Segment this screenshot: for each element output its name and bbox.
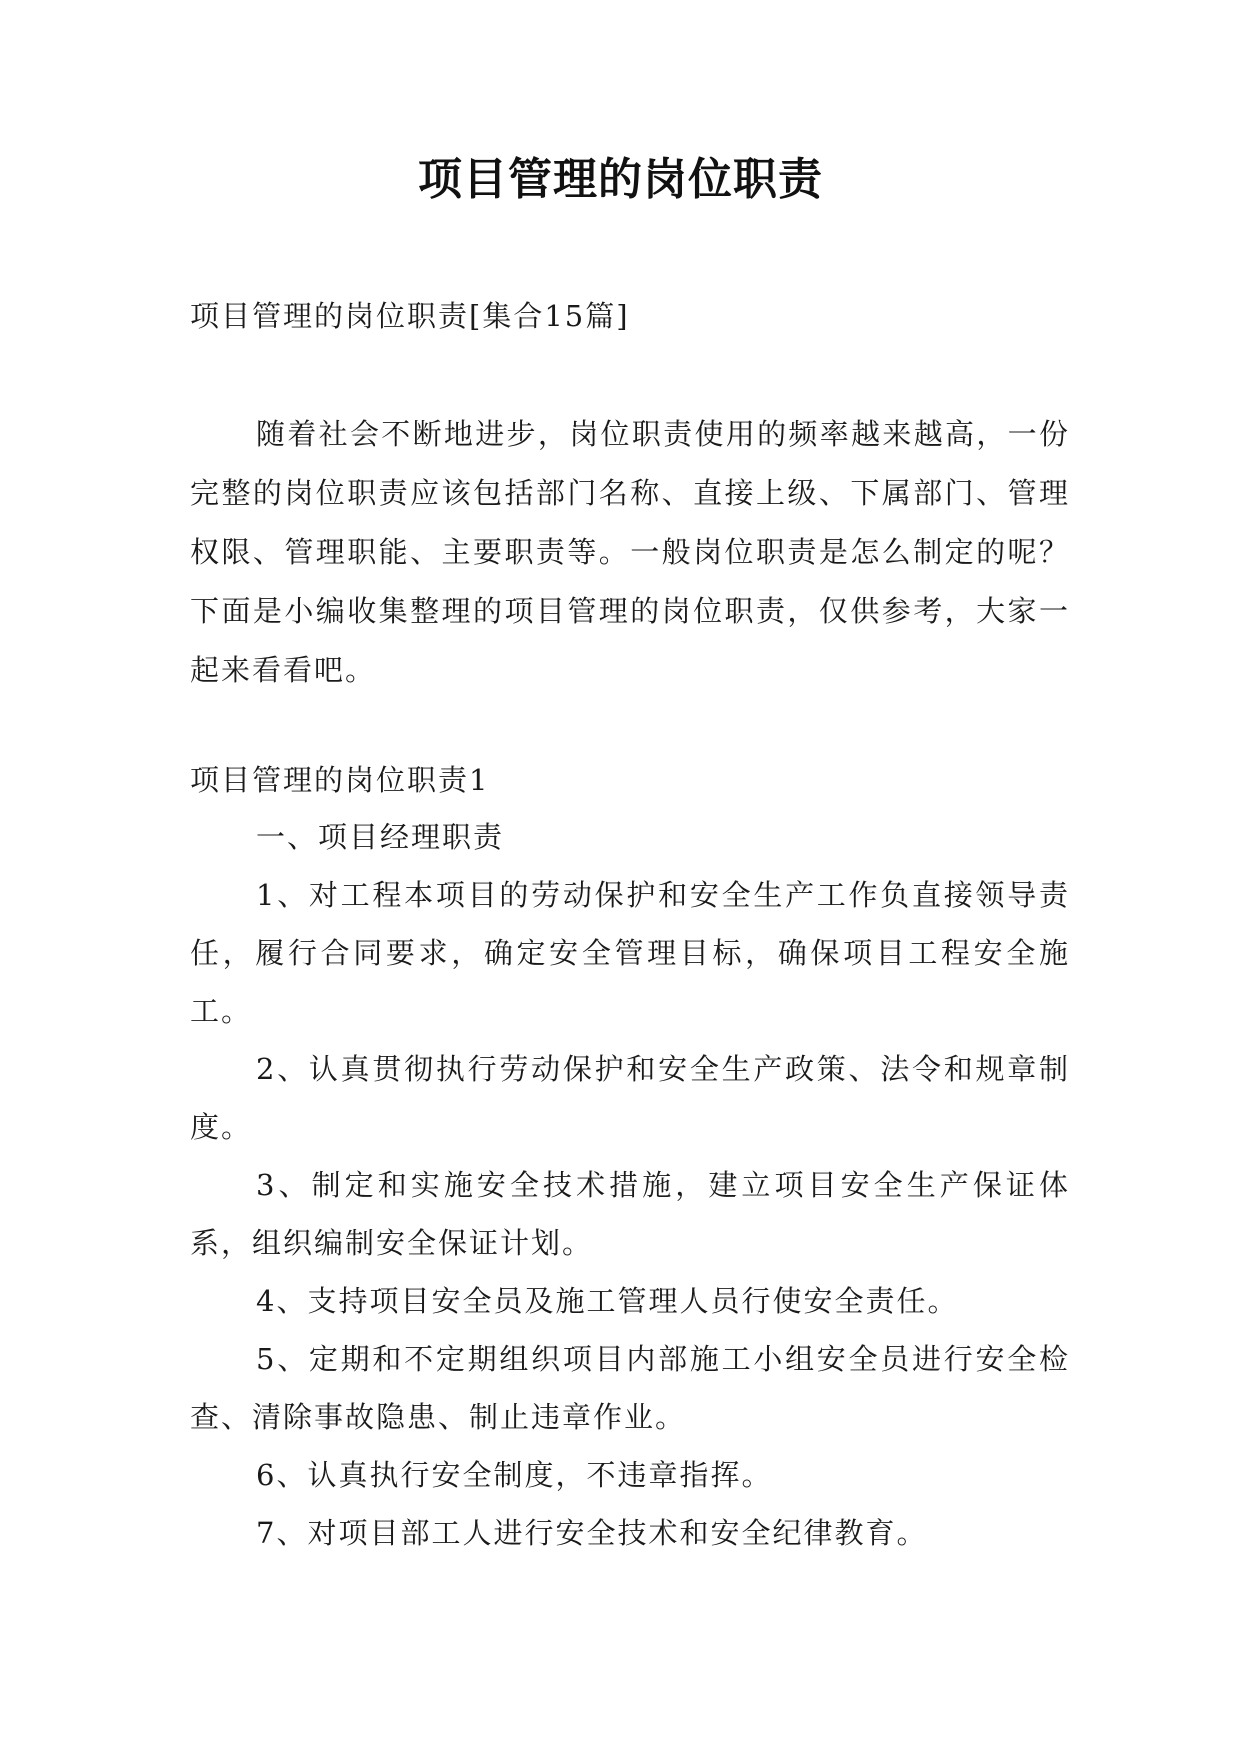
section-heading: 项目管理的岗位职责1 bbox=[190, 763, 490, 797]
paragraph-item: 4、支持项目安全员及施工管理人员行使安全责任。 bbox=[256, 1284, 959, 1318]
paragraph-item: 6、认真执行安全制度，不违章指挥。 bbox=[256, 1458, 773, 1492]
paragraph-item: 2、认真贯彻执行劳动保护和安全生产政策、法令和规章制度。 bbox=[190, 1052, 1070, 1144]
paragraph-item: 一、项目经理职责 bbox=[256, 820, 505, 854]
paragraph-item: 5、定期和不定期组织项目内部施工小组安全员进行安全检查、清除事故隐患、制止违章作业。 bbox=[190, 1342, 1070, 1434]
document-title: 项目管理的岗位职责 bbox=[418, 154, 823, 205]
paragraph-item: 7、对项目部工人进行安全技术和安全纪律教育。 bbox=[256, 1516, 928, 1550]
paragraph-item: 1、对工程本项目的劳动保护和安全生产工作负直接领导责任，履行合同要求，确定安全管理目标，确保项目工程安全施工。 bbox=[190, 878, 1070, 1028]
intro-paragraph: 随着社会不断地进步，岗位职责使用的频率越来越高，一份完整的岗位职责应该包括部门名称、直接上级、下属部门、管理权限、管理职能、主要职责等。一般岗位职责是怎么制定的呢？下面是小编收集整理的项目管理的岗位职责，仅供参考，大家一起来看看吧。 bbox=[190, 417, 1070, 687]
paragraph-item: 3、制定和实施安全技术措施，建立项目安全生产保证体系，组织编制安全保证计划。 bbox=[190, 1168, 1070, 1260]
section-content bbox=[190, 808, 1070, 1562]
document-subtitle: 项目管理的岗位职责[集合15篇] bbox=[190, 299, 630, 333]
